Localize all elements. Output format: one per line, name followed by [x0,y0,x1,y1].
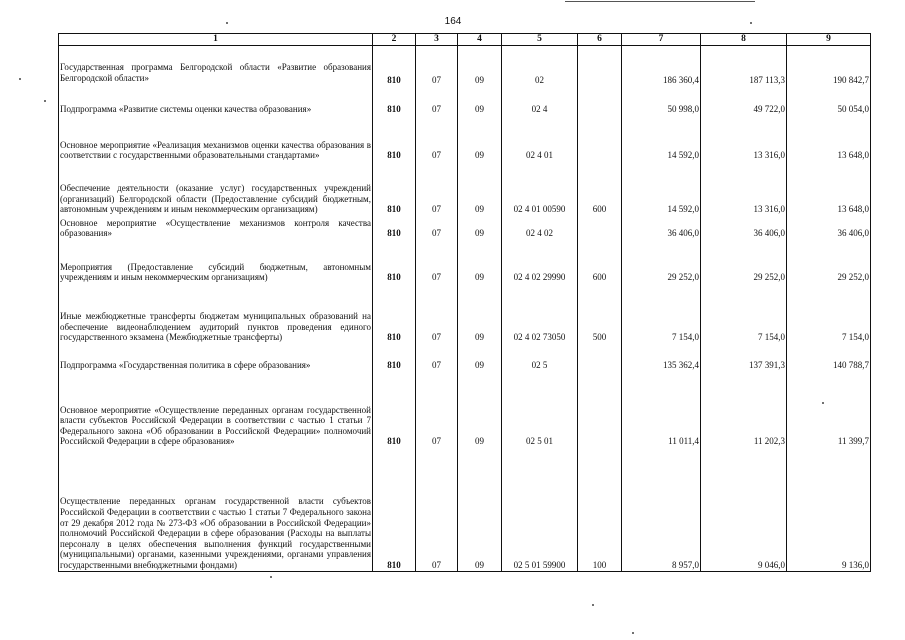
table-row [59,283,871,343]
header-row [59,34,871,46]
cell-value-7: 14 592,0 [622,161,701,215]
table-row [59,215,871,239]
cell-subsection: 09 [458,447,502,571]
cell-value-8: 13 316,0 [701,161,787,215]
table-row [59,371,871,447]
cell-value-9: 140 788,7 [787,343,871,371]
cell-section: 07 [416,371,458,447]
table-row [59,48,871,86]
cell-value-7: 7 154,0 [622,283,701,343]
cell-subsection: 09 [458,283,502,343]
cell-value-7: 36 406,0 [622,215,701,239]
cell-value-9: 190 842,7 [787,48,871,86]
row-description: Основное мероприятие «Реализация механизмов оценки качества образования в соответствии с государственными образовательными стандартами» [59,115,373,161]
cell-code: 810 [373,215,416,239]
cell-section: 07 [416,48,458,86]
row-description: Мероприятия (Предоставление субсидий бюджетным, автономным учреждениям и иным некоммерческим организациям) [59,239,373,283]
cell-target: 02 4 02 73050 [502,283,578,343]
cell-subsection: 09 [458,371,502,447]
cell-section: 07 [416,447,458,571]
cell-code: 810 [373,161,416,215]
cell-value-7: 50 998,0 [622,86,701,115]
cell-target: 02 5 01 [502,371,578,447]
cell-value-8: 29 252,0 [701,239,787,283]
cell-target: 02 4 01 [502,115,578,161]
budget-table [58,33,871,572]
col-header: 1 [59,34,373,46]
row-description: Основное мероприятие «Осуществление переданных органам государственной власти субъектов Российской Федерации в соответствии с частью 1 статьи 7 Федерального закона «Об образовании в Российской Федерации» полномочий Российской Федерации в сфере образования» [59,371,373,447]
col-header: 8 [701,34,787,46]
col-header: 5 [502,34,578,46]
cell-value-9: 9 136,0 [787,447,871,571]
col-header: 7 [622,34,701,46]
cell-value-7: 8 957,0 [622,447,701,571]
cell-value-9: 7 154,0 [787,283,871,343]
cell-subsection: 09 [458,48,502,86]
cell-value-8: 11 202,3 [701,371,787,447]
row-description: Подпрограмма «Развитие системы оценки качества образования» [59,86,373,115]
cell-subsection: 09 [458,161,502,215]
cell-code: 810 [373,447,416,571]
cell-section: 07 [416,283,458,343]
row-description: Осуществление переданных органам государственной власти субъектов Российской Федерации в соответствии с частью 1 статьи 7 Федерального закона от 29 декабря 2012 года № 273-ФЗ «Об образовании в Российской Федерации» полномочий Российской Федерации в сфере образования (Расходы на выплаты персоналу в целях обеспечения выполнения функций государственными (муниципальными) органами, казенными учреждениями, органами управления государственными внебюджетными фондами) [59,447,373,571]
cell-value-9: 36 406,0 [787,215,871,239]
cell-expense-type: 600 [578,161,622,215]
cell-code: 810 [373,48,416,86]
cell-section: 07 [416,343,458,371]
scan-speck [19,78,21,80]
cell-subsection: 09 [458,215,502,239]
scan-speck [592,604,594,606]
col-header: 2 [373,34,416,46]
cell-target: 02 4 02 29990 [502,239,578,283]
table-row [59,447,871,571]
cell-value-8: 9 046,0 [701,447,787,571]
scan-speck [226,22,228,24]
col-header: 6 [578,34,622,46]
cell-value-8: 7 154,0 [701,283,787,343]
cell-target: 02 4 02 [502,215,578,239]
cell-value-7: 11 011,4 [622,371,701,447]
cell-subsection: 09 [458,343,502,371]
cell-value-9: 13 648,0 [787,161,871,215]
cell-code: 810 [373,283,416,343]
cell-code: 810 [373,115,416,161]
cell-subsection: 09 [458,115,502,161]
cell-section: 07 [416,239,458,283]
cell-section: 07 [416,115,458,161]
cell-target: 02 4 [502,86,578,115]
cell-target: 02 4 01 00590 [502,161,578,215]
cell-code: 810 [373,343,416,371]
row-description: Основное мероприятие «Осуществление механизмов контроля качества образования» [59,215,373,239]
cell-section: 07 [416,215,458,239]
cell-value-8: 187 113,3 [701,48,787,86]
cell-expense-type: 100 [578,447,622,571]
cell-section: 07 [416,86,458,115]
cell-expense-type [578,86,622,115]
cell-expense-type [578,115,622,161]
table-row [59,161,871,215]
cell-subsection: 09 [458,239,502,283]
cell-expense-type [578,215,622,239]
cell-subsection: 09 [458,86,502,115]
cell-value-9: 29 252,0 [787,239,871,283]
scan-speck [270,576,272,578]
cell-expense-type [578,48,622,86]
cell-value-8: 137 391,3 [701,343,787,371]
cell-value-8: 49 722,0 [701,86,787,115]
cell-expense-type [578,343,622,371]
cell-value-7: 14 592,0 [622,115,701,161]
table-row [59,239,871,283]
cell-target: 02 [502,48,578,86]
table-row [59,115,871,161]
cell-target: 02 5 [502,343,578,371]
cell-code: 810 [373,371,416,447]
cell-value-9: 50 054,0 [787,86,871,115]
table-row [59,86,871,115]
cell-expense-type [578,371,622,447]
cell-expense-type: 600 [578,239,622,283]
scan-speck [44,100,46,102]
row-description: Подпрограмма «Государственная политика в сфере образования» [59,343,373,371]
row-description: Государственная программа Белгородской области «Развитие образования Белгородской области» [59,48,373,86]
cell-value-9: 11 399,7 [787,371,871,447]
cell-code: 810 [373,239,416,283]
col-header: 9 [787,34,871,46]
cell-target: 02 5 01 59900 [502,447,578,571]
table-row [59,343,871,371]
cell-value-8: 13 316,0 [701,115,787,161]
cell-section: 07 [416,161,458,215]
col-header: 4 [458,34,502,46]
scan-mark [565,1,755,2]
cell-expense-type: 500 [578,283,622,343]
scan-speck [632,632,634,634]
scan-speck [822,402,824,404]
cell-value-7: 135 362,4 [622,343,701,371]
page-number: 164 [444,16,462,27]
cell-value-9: 13 648,0 [787,115,871,161]
row-description: Обеспечение деятельности (оказание услуг) государственных учреждений (организаций) Белгородской области (Предоставление субсидий бюджетным, автономным учреждениям и иным некоммерческим организациям) [59,161,373,215]
cell-code: 810 [373,86,416,115]
scan-speck [750,22,752,24]
cell-value-8: 36 406,0 [701,215,787,239]
cell-value-7: 186 360,4 [622,48,701,86]
col-header: 3 [416,34,458,46]
cell-value-7: 29 252,0 [622,239,701,283]
row-description: Иные межбюджетные трансферты бюджетам муниципальных образований на обеспечение видеонаблюдением аудиторий пунктов проведения единого государственного экзамена (Межбюджетные трансферты) [59,283,373,343]
